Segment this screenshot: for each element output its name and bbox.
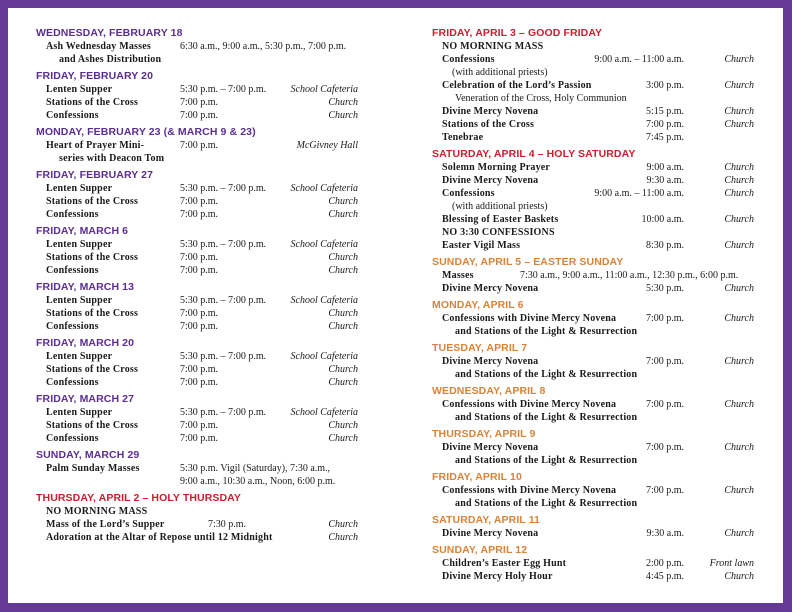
event-time: 9:30 a.m.: [646, 528, 684, 539]
event-label: Confessions: [46, 110, 99, 121]
event-label: Solemn Morning Prayer: [442, 162, 551, 173]
event-time: 5:30 p.m.: [645, 283, 684, 294]
event-location: Church: [724, 485, 754, 496]
event-time: 5:30 p.m. – 7:00 p.m.: [180, 295, 267, 306]
event-row: [36, 531, 360, 544]
event-row: [36, 419, 360, 432]
event-row: [432, 40, 756, 53]
event-location: Church: [724, 442, 754, 453]
event-location: Church: [724, 175, 754, 186]
day-section-feb-18: [36, 26, 360, 66]
event-location: Church: [328, 364, 358, 375]
day-header: FRIDAY, FEBRUARY 27: [36, 169, 154, 181]
event-label: Lenten Supper: [46, 84, 113, 95]
event-location: Church: [724, 313, 754, 324]
event-label: Lenten Supper: [46, 295, 113, 306]
event-row-continuation: [36, 475, 360, 488]
event-label: Confessions with Divine Mercy Novena: [442, 313, 617, 324]
event-location: Church: [724, 399, 754, 410]
event-row: [432, 226, 756, 239]
event-label: Children’s Easter Egg Hunt: [442, 558, 567, 569]
event-note: [432, 200, 756, 213]
event-label: Lenten Supper: [46, 183, 113, 194]
day-header: WEDNESDAY, FEBRUARY 18: [36, 27, 183, 39]
event-row-continuation: [36, 152, 360, 165]
event-location: Church: [724, 356, 754, 367]
event-location: Church: [724, 214, 754, 225]
event-row: [36, 376, 360, 389]
event-location: McGivney Hall: [296, 140, 358, 151]
event-time: 7:00 p.m.: [180, 110, 219, 121]
event-time: 3:00 p.m.: [645, 80, 684, 91]
event-location: Church: [724, 188, 754, 199]
event-label: NO 3:30 CONFESSIONS: [442, 227, 555, 238]
event-row: [36, 251, 360, 264]
event-time: 7:00 p.m.: [180, 252, 219, 263]
event-time: 5:30 p.m. – 7:00 p.m.: [180, 351, 267, 362]
day-section-feb-23: [36, 125, 360, 165]
event-location: Church: [724, 283, 754, 294]
event-time: 7:00 p.m.: [180, 433, 219, 444]
event-time: 5:30 p.m. – 7:00 p.m.: [180, 407, 267, 418]
event-label: Celebration of the Lord’s Passion: [442, 80, 592, 91]
event-row: [432, 187, 756, 200]
day-section-apr-2: [36, 491, 360, 544]
event-location: School Cafeteria: [290, 407, 358, 418]
event-row: [432, 161, 756, 174]
event-row: [36, 505, 360, 518]
day-header: SATURDAY, APRIL 11: [432, 514, 540, 526]
event-label: Divine Mercy Holy Hour: [442, 571, 553, 582]
day-section-apr-11: [432, 513, 756, 540]
day-section-apr-4: [432, 147, 756, 252]
event-row: [432, 53, 756, 66]
event-label: Stations of the Cross: [442, 119, 535, 130]
event-time: 7:00 p.m.: [180, 364, 219, 375]
event-location: Church: [328, 196, 358, 207]
day-header: FRIDAY, MARCH 27: [36, 393, 135, 405]
day-header: FRIDAY, MARCH 20: [36, 337, 135, 349]
event-label: NO MORNING MASS: [46, 506, 148, 517]
event-location: School Cafeteria: [290, 351, 358, 362]
event-location: Church: [328, 252, 358, 263]
event-label: Adoration at the Altar of Repose until 12 Midnight: [46, 532, 273, 543]
event-time: 7:00 p.m.: [180, 420, 219, 431]
event-time: 7:00 p.m.: [180, 209, 219, 220]
event-time: 7:45 p.m.: [645, 132, 684, 143]
day-section-apr-6: [432, 298, 756, 338]
day-header: FRIDAY, MARCH 13: [36, 281, 135, 293]
event-row: [432, 355, 756, 368]
event-label: Divine Mercy Novena: [442, 175, 539, 186]
event-label: and Stations of the Light & Resurrection: [455, 369, 638, 380]
event-time: 5:30 p.m. – 7:00 p.m.: [180, 84, 267, 95]
event-time: 7:00 p.m.: [180, 308, 219, 319]
event-label: Heart of Prayer Mini-: [46, 140, 145, 151]
event-label: Divine Mercy Novena: [442, 442, 539, 453]
event-time: 4:45 p.m.: [645, 571, 684, 582]
event-location: Church: [328, 97, 358, 108]
event-row: [432, 131, 756, 144]
event-row: [432, 213, 756, 226]
day-header: FRIDAY, APRIL 3 – GOOD FRIDAY: [432, 27, 603, 39]
event-label: Confessions: [442, 54, 495, 65]
day-section-apr-5: [432, 255, 756, 295]
event-location: Church: [724, 106, 754, 117]
event-row: [36, 195, 360, 208]
day-section-apr-9: [432, 427, 756, 467]
day-header: SUNDAY, APRIL 5 – EASTER SUNDAY: [432, 256, 624, 268]
event-note-text: Veneration of the Cross, Holy Communion: [455, 93, 627, 104]
event-row: [432, 105, 756, 118]
event-location: Church: [328, 532, 358, 543]
event-row: [432, 174, 756, 187]
event-time: 7:30 a.m., 9:00 a.m., 11:00 a.m., 12:30 p.m., 6:00 p.m.: [520, 270, 739, 281]
event-label: and Ashes Distribution: [59, 54, 162, 65]
event-label: Stations of the Cross: [46, 196, 139, 207]
event-location: School Cafeteria: [290, 84, 358, 95]
event-row: [36, 432, 360, 445]
event-label: Confessions: [46, 209, 99, 220]
event-location: Church: [724, 162, 754, 173]
event-time: 7:00 p.m.: [645, 119, 684, 130]
event-note-text: (with additional priests): [452, 201, 548, 212]
event-row-continuation: [432, 411, 756, 424]
event-location: Church: [724, 528, 754, 539]
event-time: 7:00 p.m.: [645, 356, 684, 367]
event-label: and Stations of the Light & Resurrection: [455, 455, 638, 466]
event-location: Church: [328, 321, 358, 332]
event-time: 7:00 p.m.: [180, 377, 219, 388]
event-note: [432, 92, 756, 105]
event-row: [36, 406, 360, 419]
day-header: SUNDAY, APRIL 12: [432, 544, 528, 556]
event-row-continuation: [432, 368, 756, 381]
event-row: [432, 484, 756, 497]
event-row: [432, 79, 756, 92]
event-row: [432, 441, 756, 454]
day-section-apr-3: [432, 26, 756, 144]
event-row-continuation: [36, 53, 360, 66]
day-header: FRIDAY, MARCH 6: [36, 225, 129, 237]
day-header: MONDAY, APRIL 6: [432, 299, 524, 311]
event-time: 9:00 a.m. – 11:00 a.m.: [594, 54, 684, 65]
event-row: [432, 312, 756, 325]
event-time: 9:00 a.m., 10:30 a.m., Noon, 6:00 p.m.: [180, 476, 336, 487]
day-header: FRIDAY, FEBRUARY 20: [36, 70, 154, 82]
event-label: Confessions: [46, 321, 99, 332]
event-time: 5:30 p.m. – 7:00 p.m.: [180, 239, 267, 250]
event-label: Ash Wednesday Masses: [46, 41, 151, 52]
event-time: 7:00 p.m.: [645, 313, 684, 324]
day-section-mar-13: [36, 280, 360, 333]
event-location: Church: [328, 308, 358, 319]
event-location: Church: [328, 110, 358, 121]
event-row: [432, 269, 756, 282]
event-label: Divine Mercy Novena: [442, 106, 539, 117]
event-label: Confessions: [442, 188, 495, 199]
event-time: 2:00 p.m.: [645, 558, 684, 569]
event-location: Church: [328, 265, 358, 276]
event-label: Lenten Supper: [46, 407, 113, 418]
event-row: [36, 518, 360, 531]
event-label: Easter Vigil Mass: [442, 240, 521, 251]
day-section-mar-20: [36, 336, 360, 389]
event-row: [432, 282, 756, 295]
event-location: Church: [328, 377, 358, 388]
event-row: [432, 570, 756, 583]
event-location: Church: [724, 54, 754, 65]
event-time: 10:00 a.m.: [641, 214, 684, 225]
event-row: [432, 398, 756, 411]
event-time: 7:00 p.m.: [645, 485, 684, 496]
day-section-apr-8: [432, 384, 756, 424]
day-section-feb-20: [36, 69, 360, 122]
event-row: [36, 363, 360, 376]
event-location: School Cafeteria: [290, 183, 358, 194]
event-time: 5:30 p.m. Vigil (Saturday), 7:30 a.m.,: [180, 463, 331, 474]
event-location: Front lawn: [709, 558, 754, 569]
event-row: [36, 307, 360, 320]
day-header: MONDAY, FEBRUARY 23 (& MARCH 9 & 23): [36, 126, 256, 138]
event-note: [432, 66, 756, 79]
event-time: 5:30 p.m. – 7:00 p.m.: [180, 183, 267, 194]
event-time: 5:15 p.m.: [645, 106, 684, 117]
event-label: Stations of the Cross: [46, 308, 139, 319]
day-header: SATURDAY, APRIL 4 – HOLY SATURDAY: [432, 148, 636, 160]
event-time: 7:00 p.m.: [180, 196, 219, 207]
event-label: Palm Sunday Masses: [46, 463, 140, 474]
event-label: Lenten Supper: [46, 351, 113, 362]
event-time: 7:00 p.m.: [645, 399, 684, 410]
event-label: NO MORNING MASS: [442, 41, 544, 52]
event-row: [432, 557, 756, 570]
event-row: [36, 320, 360, 333]
event-row: [36, 182, 360, 195]
event-location: Church: [724, 240, 754, 251]
event-label: Divine Mercy Novena: [442, 283, 539, 294]
event-time: 7:00 p.m.: [180, 97, 219, 108]
event-label: Stations of the Cross: [46, 420, 139, 431]
event-label: Stations of the Cross: [46, 252, 139, 263]
event-time: 9:30 a.m.: [646, 175, 684, 186]
event-location: Church: [724, 571, 754, 582]
event-label: Tenebrae: [442, 132, 484, 143]
event-time: 7:00 p.m.: [645, 442, 684, 453]
event-row: [36, 40, 360, 53]
day-header: THURSDAY, APRIL 9: [432, 428, 536, 440]
event-time: 7:00 p.m.: [180, 140, 219, 151]
event-label: Divine Mercy Novena: [442, 356, 539, 367]
event-label: Confessions: [46, 433, 99, 444]
event-row: [36, 264, 360, 277]
day-header: SUNDAY, MARCH 29: [36, 449, 140, 461]
event-location: Church: [328, 519, 358, 530]
event-label: and Stations of the Light & Resurrection: [455, 412, 638, 423]
event-label: and Stations of the Light & Resurrection: [455, 498, 638, 509]
event-label: Stations of the Cross: [46, 97, 139, 108]
event-location: Church: [328, 209, 358, 220]
event-row-continuation: [432, 497, 756, 510]
event-time: 7:00 p.m.: [180, 321, 219, 332]
event-time: 7:00 p.m.: [180, 265, 219, 276]
event-row: [432, 118, 756, 131]
day-header: TUESDAY, APRIL 7: [432, 342, 528, 354]
event-row: [432, 527, 756, 540]
event-label: Confessions: [46, 377, 99, 388]
day-section-apr-12: [432, 543, 756, 583]
event-label: Masses: [442, 270, 474, 281]
event-label: Divine Mercy Novena: [442, 528, 539, 539]
event-location: Church: [328, 433, 358, 444]
event-row-continuation: [432, 454, 756, 467]
event-time: 9:00 a.m. – 11:00 a.m.: [594, 188, 684, 199]
event-label: Confessions with Divine Mercy Novena: [442, 399, 617, 410]
event-location: School Cafeteria: [290, 295, 358, 306]
event-time: 8:30 p.m.: [645, 240, 684, 251]
event-time: 9:00 a.m.: [646, 162, 684, 173]
day-section-feb-27: [36, 168, 360, 221]
day-section-apr-7: [432, 341, 756, 381]
day-header: FRIDAY, APRIL 10: [432, 471, 522, 483]
day-section-mar-27: [36, 392, 360, 445]
day-section-apr-10: [432, 470, 756, 510]
event-row: [36, 294, 360, 307]
event-location: Church: [724, 80, 754, 91]
event-label: and Stations of the Light & Resurrection: [455, 326, 638, 337]
event-row: [36, 139, 360, 152]
event-label: Lenten Supper: [46, 239, 113, 250]
event-location: Church: [724, 119, 754, 130]
event-row: [432, 239, 756, 252]
left-column-schedule: [36, 26, 360, 547]
event-label: series with Deacon Tom: [59, 153, 165, 164]
event-label: Blessing of Easter Baskets: [442, 214, 559, 225]
event-row: [36, 208, 360, 221]
right-column-schedule: [432, 26, 756, 586]
day-section-mar-6: [36, 224, 360, 277]
event-label: Confessions with Divine Mercy Novena: [442, 485, 617, 496]
event-time: 6:30 a.m., 9:00 a.m., 5:30 p.m., 7:00 p.m.: [180, 41, 347, 52]
day-section-mar-29: [36, 448, 360, 488]
event-row: [36, 109, 360, 122]
event-note-text: (with additional priests): [452, 67, 548, 78]
event-row: [36, 462, 360, 475]
event-row: [36, 350, 360, 363]
event-location: School Cafeteria: [290, 239, 358, 250]
day-header: WEDNESDAY, APRIL 8: [432, 385, 546, 397]
event-label: Confessions: [46, 265, 99, 276]
event-row: [36, 238, 360, 251]
event-location: Church: [328, 420, 358, 431]
event-row: [36, 96, 360, 109]
event-label: Mass of the Lord’s Supper: [46, 519, 165, 530]
event-row-continuation: [432, 325, 756, 338]
event-time: 7:30 p.m.: [208, 519, 247, 530]
event-row: [36, 83, 360, 96]
day-header: THURSDAY, APRIL 2 – HOLY THURSDAY: [36, 492, 241, 504]
event-label: Stations of the Cross: [46, 364, 139, 375]
